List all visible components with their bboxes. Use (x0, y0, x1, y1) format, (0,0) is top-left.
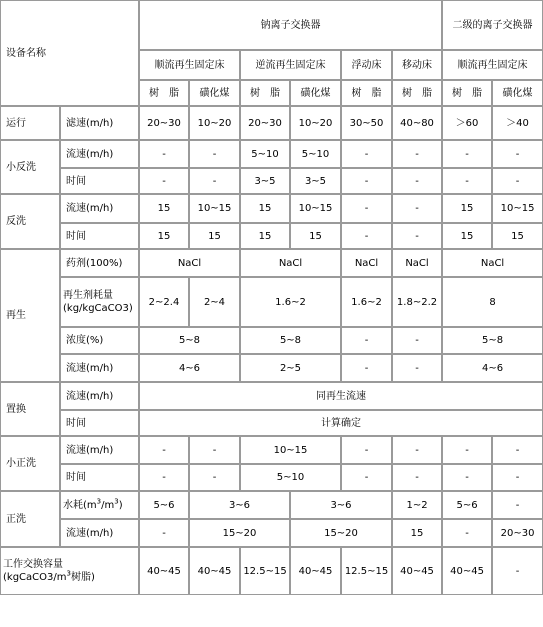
row-group-label: 置换 (0, 382, 60, 436)
table-cell: - (341, 168, 392, 194)
table-cell: 计算确定 (139, 410, 543, 436)
param-label-part: 树脂) (70, 572, 95, 583)
table-cell: - (442, 140, 492, 168)
param-label: 流速(m/h) (60, 436, 139, 464)
sodium-exchanger-header: 钠离子交换器 (139, 0, 442, 50)
table-cell: ＞60 (442, 106, 492, 140)
table-cell: 40~80 (392, 106, 442, 140)
row-group-label: 反洗 (0, 194, 60, 249)
floating-bed-header: 浮动床 (341, 50, 392, 80)
param-label (0, 547, 139, 595)
table-cell: 15 (139, 194, 189, 223)
table-cell: 10~15 (290, 194, 341, 223)
table-cell: 同再生流速 (139, 382, 543, 410)
param-label-part: /m (101, 499, 115, 511)
table-cell: 3~5 (240, 168, 290, 194)
table-cell: 1.8~2.2 (392, 277, 442, 327)
table-cell: - (189, 436, 240, 464)
table-cell: NaCl (240, 249, 341, 277)
row-group-label: 运行 (0, 106, 60, 140)
param-label: 流速(m/h) (60, 140, 139, 168)
table-cell: 10~20 (189, 106, 240, 140)
table-cell: - (442, 436, 492, 464)
table-cell: NaCl (392, 249, 442, 277)
table-cell: 20~30 (139, 106, 189, 140)
superscript: 3 (66, 569, 71, 578)
table-cell: 4~6 (139, 354, 240, 382)
sulfonated-coal-header: 磺化煤 (189, 80, 240, 106)
param-label-line2: (kg/kgCaCO3) (63, 303, 133, 314)
table-cell: 15 (442, 223, 492, 249)
row-group-label: 小反洗 (0, 140, 60, 194)
table-cell: 8 (442, 277, 543, 327)
param-label: 流速(m/h) (60, 194, 139, 223)
param-label-part: ) (118, 499, 123, 511)
table-cell: - (341, 354, 392, 382)
table-cell: 15 (442, 194, 492, 223)
param-label: 浓度(%) (60, 327, 139, 354)
table-cell: NaCl (341, 249, 392, 277)
table-cell: - (492, 168, 543, 194)
table-cell: 5~10 (290, 140, 341, 168)
param-label: 流速(m/h) (60, 382, 139, 410)
secondary-exchanger-header: 二级的离子交换器 (442, 0, 543, 50)
sulfonated-coal-header: 磺化煤 (492, 80, 543, 106)
table-cell: - (492, 547, 543, 595)
table-cell: - (392, 354, 442, 382)
cocurrent2-header: 顺流再生固定床 (442, 50, 543, 80)
table-cell: - (341, 140, 392, 168)
table-cell: 40~45 (442, 547, 492, 595)
table-cell: - (139, 168, 189, 194)
moving-bed-header: 移动床 (392, 50, 442, 80)
resin-header: 树 脂 (240, 80, 290, 106)
row-group-label: 正洗 (0, 491, 60, 547)
table-cell: - (139, 436, 189, 464)
table-cell: 40~45 (392, 547, 442, 595)
table-cell: 10~15 (240, 436, 341, 464)
table-cell: - (392, 464, 442, 491)
param-label: 时间 (60, 168, 139, 194)
row-group-label: 再生 (0, 249, 60, 382)
table-cell: 3~6 (290, 491, 392, 519)
table-cell: - (392, 140, 442, 168)
resin-header: 树 脂 (139, 80, 189, 106)
table-cell: - (442, 519, 492, 547)
resin-header: 树 脂 (392, 80, 442, 106)
row-group-label: 小正洗 (0, 436, 60, 491)
sulfonated-coal-header: 磺化煤 (290, 80, 341, 106)
table-cell: - (492, 491, 543, 519)
table-cell: 5~6 (139, 491, 189, 519)
resin-header: 树 脂 (341, 80, 392, 106)
table-cell: - (189, 168, 240, 194)
table-cell: - (392, 194, 442, 223)
table-cell: 15 (492, 223, 543, 249)
table-cell: - (492, 140, 543, 168)
table-cell: - (442, 464, 492, 491)
table-cell: - (341, 194, 392, 223)
table-cell: - (492, 464, 543, 491)
table-cell: 3~5 (290, 168, 341, 194)
param-label: 流速(m/h) (60, 519, 139, 547)
table-cell: 5~10 (240, 464, 341, 491)
table-cell: 12.5~15 (341, 547, 392, 595)
param-label: 时间 (60, 410, 139, 436)
table-cell: NaCl (442, 249, 543, 277)
table-cell: - (189, 464, 240, 491)
table-cell: - (139, 140, 189, 168)
param-label: 流速(m/h) (60, 354, 139, 382)
table-cell: - (492, 436, 543, 464)
superscript: 3 (96, 497, 102, 506)
param-label-part: 水耗(m (63, 499, 97, 511)
param-label (60, 491, 139, 519)
cocurrent-header: 顺流再生固定床 (139, 50, 240, 80)
table-cell: - (139, 519, 189, 547)
table-cell: ＞40 (492, 106, 543, 140)
table-cell: 10~15 (492, 194, 543, 223)
table-cell: 15~20 (189, 519, 290, 547)
table-cell: 4~6 (442, 354, 543, 382)
table-cell: - (139, 464, 189, 491)
table-cell: 40~45 (189, 547, 240, 595)
table-cell: - (341, 464, 392, 491)
table-cell: 15~20 (290, 519, 392, 547)
table-cell: 15 (189, 223, 240, 249)
table-cell: 5~10 (240, 140, 290, 168)
table-cell: 20~30 (240, 106, 290, 140)
table-cell: 2~5 (240, 354, 341, 382)
param-label: 药剂(100%) (60, 249, 139, 277)
table-cell: - (341, 436, 392, 464)
table-cell: 1.6~2 (240, 277, 341, 327)
resin-header: 树 脂 (442, 80, 492, 106)
table-cell: 40~45 (290, 547, 341, 595)
table-cell: 5~8 (240, 327, 341, 354)
param-label-line1: 再生剂耗量 (63, 290, 113, 301)
table-cell: 15 (240, 194, 290, 223)
param-label-line1: 工作交换容量 (3, 559, 63, 570)
table-cell: 15 (392, 519, 442, 547)
param-label: 时间 (60, 223, 139, 249)
table-cell: 15 (290, 223, 341, 249)
table-cell: - (341, 327, 392, 354)
table-cell: 15 (240, 223, 290, 249)
param-label-part: (kgCaCO3/m (3, 572, 67, 583)
table-cell: 15 (139, 223, 189, 249)
table-cell: 5~6 (442, 491, 492, 519)
table-cell: - (189, 140, 240, 168)
table-cell: 5~8 (442, 327, 543, 354)
table-cell: 3~6 (189, 491, 290, 519)
table-cell: 1~2 (392, 491, 442, 519)
countercurrent-header: 逆流再生固定床 (240, 50, 341, 80)
table-cell: 10~15 (189, 194, 240, 223)
table-cell: 5~8 (139, 327, 240, 354)
table-cell: 20~30 (492, 519, 543, 547)
param-label (60, 277, 139, 327)
param-label: 滤速(m/h) (60, 106, 139, 140)
table-cell: 2~4 (189, 277, 240, 327)
device-name-header: 设备名称 (0, 0, 139, 106)
table-cell: 12.5~15 (240, 547, 290, 595)
table-cell: - (341, 223, 392, 249)
table-cell: 2~2.4 (139, 277, 189, 327)
param-label: 时间 (60, 464, 139, 491)
table-cell: - (392, 223, 442, 249)
table-cell: NaCl (139, 249, 240, 277)
table-cell: - (442, 168, 492, 194)
table-cell: 40~45 (139, 547, 189, 595)
table-cell: - (392, 168, 442, 194)
table-cell: 1.6~2 (341, 277, 392, 327)
table-cell: - (392, 327, 442, 354)
table-cell: 10~20 (290, 106, 341, 140)
superscript: 3 (114, 497, 119, 506)
table-cell: 30~50 (341, 106, 392, 140)
table-cell: - (392, 436, 442, 464)
